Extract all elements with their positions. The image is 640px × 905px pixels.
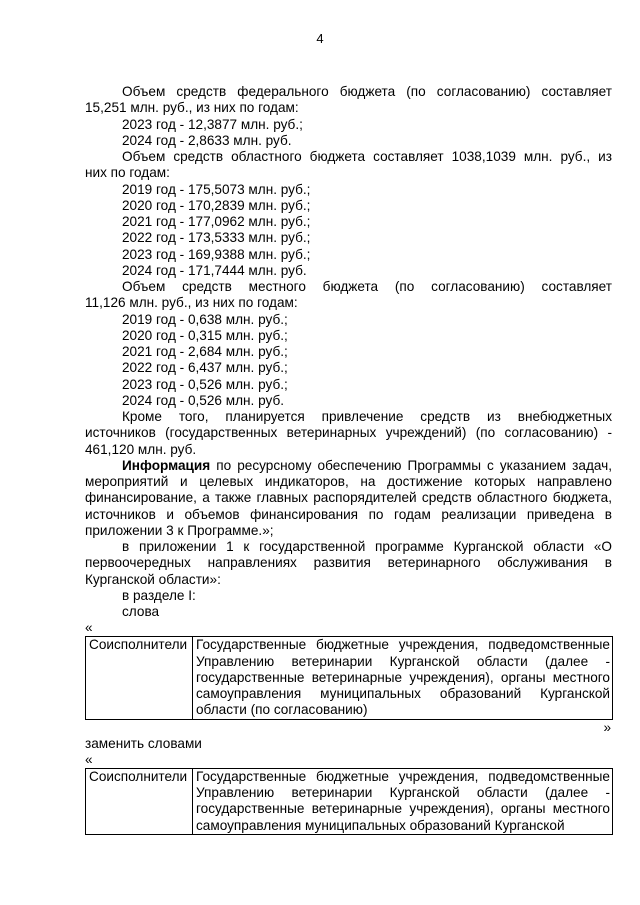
- co-executors-label-new: Соисполнители: [86, 768, 193, 834]
- local-year-2023: 2023 год - 0,526 млн. руб.;: [122, 376, 288, 392]
- federal-intro-line1: Объем средств федерального бюджета (по согласованию) составляет: [122, 84, 612, 99]
- replace-line: заменить словами: [85, 735, 202, 751]
- federal-intro-line2: 15,251 млн. руб., из них по годам:: [85, 100, 299, 116]
- local-year-2021: 2021 год - 2,684 млн. руб.;: [122, 344, 288, 359]
- co-executors-text: Государственные бюджетные учреждения, подведомственные Управлению ветеринарии Курганской области (далее - государственные ветеринарные учреждения), органы местного самоуправления муниципальных образований Курганской области (по согласованию): [193, 637, 613, 719]
- federal-year-2023: 2023 год - 12,3877 млн. руб.;: [122, 116, 303, 132]
- federal-year-2024: 2024 год - 2,8633 млн. руб.: [122, 132, 292, 148]
- words-line: слова: [122, 604, 160, 619]
- table-row: [86, 768, 613, 834]
- co-executors-label: Соисполнители: [86, 637, 193, 719]
- regional-intro-line2: них по годам:: [85, 165, 170, 181]
- co-executors-text-new: Государственные бюджетные учреждения, подведомственные Управлению ветеринарии Курганской области (далее - государственные ветеринарные учреждения), органы местного самоуправления муниципальных образований Курганской: [193, 768, 613, 834]
- extra-funds-line2: источников (государственных ветеринарных учреждений) (по согласованию) -: [85, 425, 612, 441]
- page-number: 4: [316, 31, 324, 46]
- regional-intro-line1: Объем средств областного бюджета составляет 1038,1039 млн. руб., из: [122, 149, 612, 164]
- extra-funds-line1: Кроме того, планируется привлечение средств из внебюджетных: [122, 409, 612, 424]
- quote-close-1: »: [603, 719, 611, 735]
- local-year-2019: 2019 год - 0,638 млн. руб.;: [122, 311, 288, 327]
- quote-open-2: «: [85, 751, 93, 767]
- local-intro-line1: Объем средств местного бюджета (по согласованию) составляет: [122, 279, 612, 294]
- appendix-paragraph: в приложении 1 к государственной программе Курганской области «О первоочередных направлениях развития ветеринарного обслуживания в Курганской области»:: [85, 539, 612, 587]
- co-executors-table-old: [85, 636, 613, 719]
- regional-year-2024: 2024 год - 171,7444 млн. руб.: [122, 262, 307, 278]
- local-intro-line2: 11,126 млн. руб., из них по годам:: [85, 295, 298, 311]
- regional-year-2022: 2022 год - 173,5333 млн. руб.;: [122, 230, 311, 246]
- co-executors-table-new: [85, 768, 613, 835]
- resource-info-text: по ресурсному обеспечению Программы с указанием задач, мероприятий и целевых индикаторов, на достижение которых направлено финансирование, а также главных распорядителей средств областного бюджета, источников и объемов финансирования по годам реализации приведена в приложении 3 к Программе.»;: [85, 457, 612, 538]
- local-year-2020: 2020 год - 0,315 млн. руб.;: [122, 327, 288, 343]
- local-year-2022: 2022 год - 6,437 млн. руб.;: [122, 360, 288, 376]
- quote-open-1: «: [85, 620, 93, 636]
- regional-year-2023: 2023 год - 169,9388 млн. руб.;: [122, 246, 311, 262]
- table-row: [86, 637, 613, 719]
- extra-funds-line3: 461,120 млн. руб.: [85, 441, 197, 457]
- section-line: в разделе I:: [122, 587, 196, 603]
- regional-year-2019: 2019 год - 175,5073 млн. руб.;: [122, 181, 311, 197]
- regional-year-2021: 2021 год - 177,0962 млн. руб.;: [122, 214, 311, 229]
- regional-year-2020: 2020 год - 170,2839 млн. руб.;: [122, 197, 311, 213]
- document-body: [85, 84, 612, 835]
- resource-info-paragraph: [85, 458, 612, 539]
- resource-info-bold: Информация: [122, 457, 211, 473]
- local-year-2024: 2024 год - 0,526 млн. руб.: [122, 392, 285, 408]
